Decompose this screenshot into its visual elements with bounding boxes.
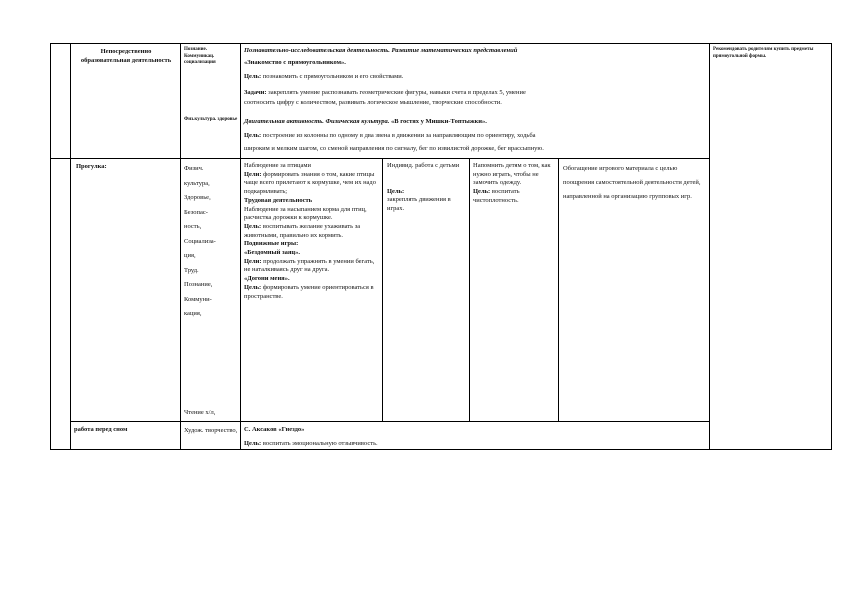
individual-goal-label: Цель: (387, 187, 405, 195)
math-tasks (244, 88, 706, 97)
game2-title: «Догони меня». (244, 275, 290, 283)
row2-area-item: Коммуни- (184, 295, 212, 303)
math-goal-label: Цель: (244, 73, 262, 80)
phys-goal-line2: широким и мелким шагом, со сменой направления по сигналу, бег по извилистой дорожке, бег врассыпную. (244, 145, 544, 152)
math-tasks-line1: закреплять умение распознавать геометрические фигуры, навыки счета в пределах 5, умение (266, 89, 526, 96)
observation-goal (244, 171, 379, 197)
row2-area-item: Труд. (184, 266, 199, 274)
observation-goal-label: Цели: (244, 170, 262, 178)
game2-goal-label: Цель: (244, 283, 262, 291)
row1-areas-top: Познание. Коммуникац. социализация (184, 47, 216, 65)
observation-goal-text: формировать знания о том, какие птицы чаще всего прилетают к кормушке, чем их надо подкармливать; (244, 170, 376, 196)
row2-area-item: ность, (184, 223, 202, 230)
row3-goal-text: воспитать эмоциональную отзывчивость. (261, 440, 378, 447)
labor-goal-label: Цель: (244, 222, 262, 230)
labor-goal-text: воспитывать желание ухаживать за животными, правильно их кормить. (244, 222, 361, 239)
labor-goal (244, 223, 379, 240)
game2-goal-text: формировать умение ориентироваться в пространстве. (244, 283, 374, 300)
row2-area-item: Физич. (184, 165, 204, 172)
row2-area-bottom: Чтение х/л, (184, 409, 216, 416)
phys-activity-title: Двигательная активность. Физическая культура. (244, 118, 390, 125)
phys-goal-line1: построение из колонны по одному в два звена в движении за направляющим по ориентиру, ходьба (261, 132, 536, 139)
game1-goal (244, 258, 379, 275)
row3-label: работа перед сном (74, 426, 128, 433)
row2-areas-list (184, 162, 238, 322)
math-tasks-label: Задачи: (244, 89, 267, 96)
walk-plan (244, 162, 379, 301)
game2-goal (244, 284, 379, 301)
game1-goal-label: Цели: (244, 257, 262, 265)
row3-title: С. Аксаков «Гнездо» (244, 426, 305, 433)
game1-title: «Бездомный заяц». (244, 249, 300, 257)
row1-areas-bottom: Физ.культура. здоровье (184, 117, 238, 122)
phys-goal (244, 131, 706, 140)
labor-text: Наблюдение за насыпанием корма для птиц, расчистка дорожки к кормушке. (244, 205, 367, 222)
row2-area-item: ция, (184, 252, 196, 259)
row2-area-item: кация, (184, 310, 202, 317)
math-tasks-line2: соотносить цифру с количеством, развивать логическое мышление, творческие способности. (244, 99, 502, 106)
row2-area-item: Познание, (184, 281, 213, 288)
individual-goal-text: закреплять движения в играх. (387, 196, 451, 213)
reminder-goal-text: воспитать чистоплотность. (473, 188, 520, 204)
row1-label: Непосредственно образовательная деятельность (80, 48, 172, 64)
observation-title: Наблюдение за птицами (244, 162, 311, 169)
row3-area: Худож. творчество, (184, 427, 238, 434)
phys-goal-label: Цель: (244, 132, 262, 139)
phys-activity (244, 117, 706, 126)
material-enrichment: Обогащение игрового материала с целью поощрения самостоятельной деятельности детей, направленной на организацию групповых игр. (563, 165, 701, 200)
row2-area-item: культура, (184, 179, 210, 187)
row2-area-item: Безопас- (184, 208, 208, 216)
games-title: Подвижные игры: (244, 240, 299, 248)
phys-activity-topic: «В гостях у Мишки-Топтыжки». (389, 118, 487, 125)
individual-work (387, 162, 466, 214)
row3-goal-label: Цель: (244, 440, 262, 447)
math-activity-topic: «Знакомство с прямоугольником». (244, 59, 346, 66)
parents-recommendation: Рекомендовать родителям купить предметы прямоугольной формы. (713, 47, 814, 59)
row2-label: Прогулка: (76, 163, 107, 170)
math-activity-title: Познавательно-исследовательская деятельность. Развитие математических представлений (244, 47, 518, 54)
row2-area-item: Здоровье, (184, 194, 211, 201)
reminder (473, 162, 555, 206)
labor-title: Трудовая деятельность (244, 196, 313, 204)
individual-work-title: Индивид. работа с детьми (387, 162, 460, 169)
reminder-text: Напомнить детям о том, как нужно играть, чтобы не замочить одежду. (473, 162, 551, 187)
row3-goal (244, 439, 644, 448)
math-goal-text: познакомить с прямоугольником и его свойствами. (261, 73, 404, 80)
row2-area-item: Социализа- (184, 237, 216, 245)
game1-goal-text: продолжать упражнять в умении бегать, не наталкиваясь друг на друга. (244, 257, 375, 274)
reminder-goal-label: Цель: (473, 188, 491, 196)
math-goal (244, 72, 706, 81)
